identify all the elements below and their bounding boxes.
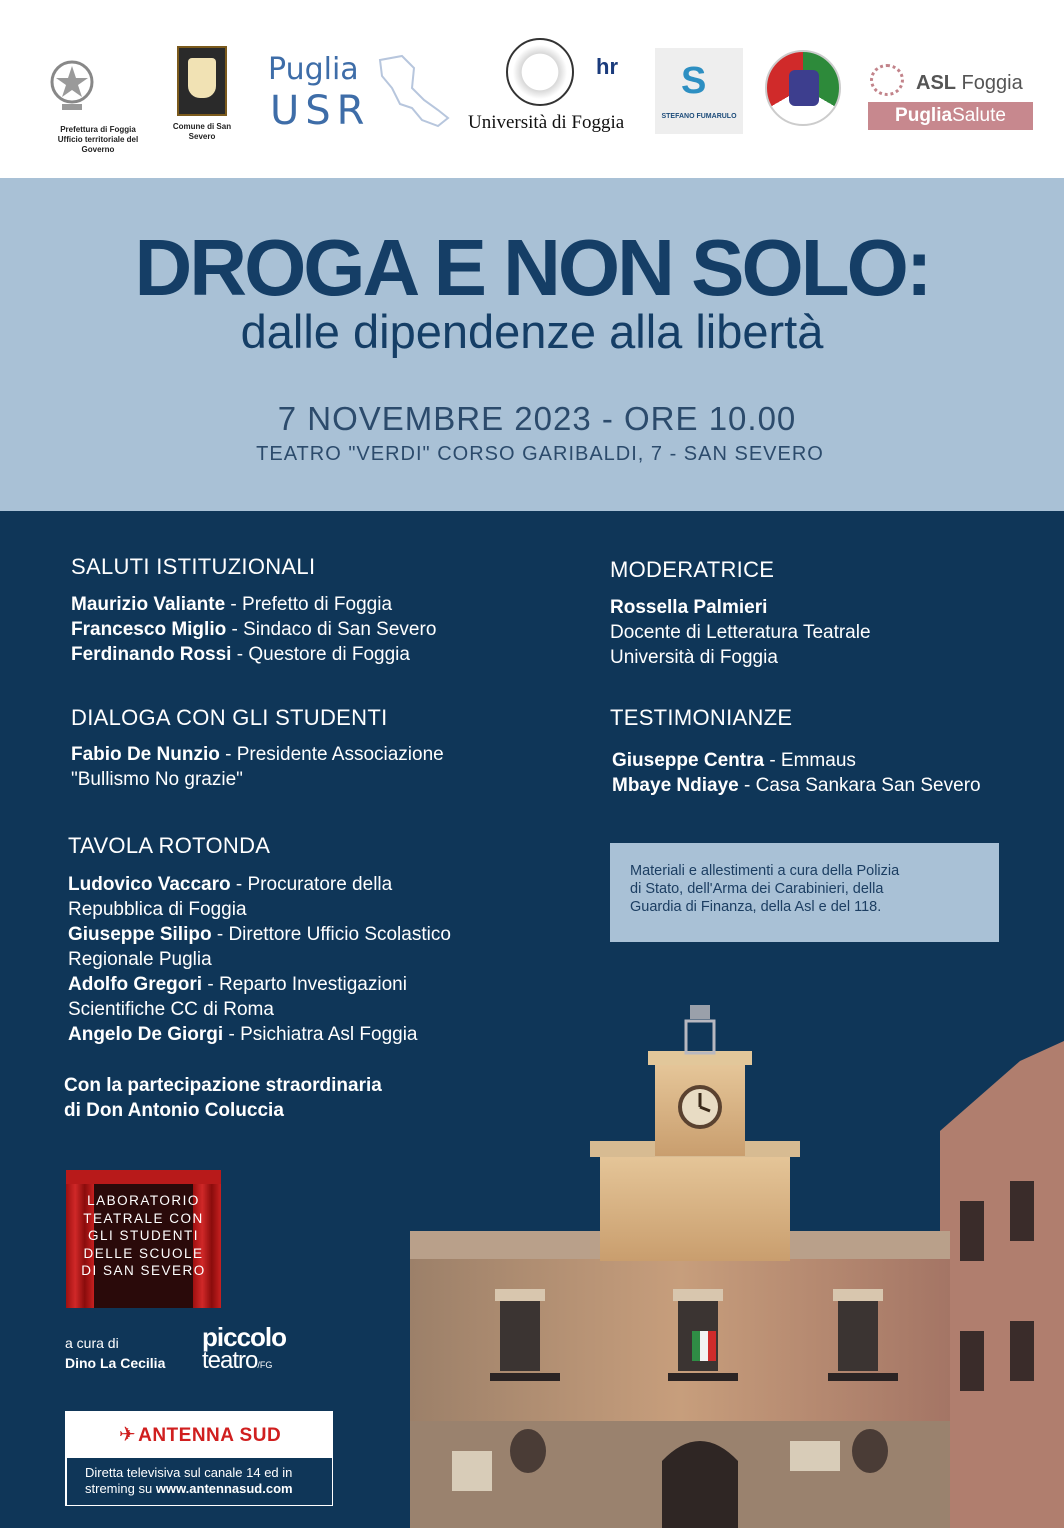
moderatrice-role: Docente di Letteratura Teatrale bbox=[610, 622, 871, 643]
antenna-sud-box bbox=[65, 1411, 333, 1506]
list-item: Adolfo Gregori - Reparto Investigazioni bbox=[68, 974, 407, 995]
main-title: DROGA E NON SOLO: bbox=[134, 223, 930, 312]
materiali-info-box: Materiali e allestimenti a cura della Polizia di Stato, dell'Arma dei Carabinieri, della Guardia di Finanza, della Asl e del 118. bbox=[610, 843, 999, 942]
curtain-valance-icon bbox=[66, 1170, 221, 1184]
fumarulo-mark-icon: S bbox=[681, 60, 707, 102]
antenna-url: www.antennasud.com bbox=[155, 1481, 293, 1496]
university-seal-icon bbox=[506, 38, 574, 106]
list-item-continuation: "Bullismo No grazie" bbox=[71, 769, 243, 790]
logo-bar bbox=[0, 0, 1064, 178]
list-item: Giuseppe Silipo - Direttore Ufficio Scolastico bbox=[68, 924, 451, 945]
list-item-continuation: Regionale Puglia bbox=[68, 949, 212, 970]
special-guest bbox=[64, 1073, 382, 1123]
prefettura-logo bbox=[48, 52, 148, 155]
tavola-title: TAVOLA ROTONDA bbox=[68, 833, 271, 858]
list-item: Ludovico Vaccaro - Procuratore della bbox=[68, 874, 393, 895]
testimonianze-list bbox=[612, 748, 981, 798]
antenna-sud-mark-icon: ✈ bbox=[118, 1424, 137, 1446]
title-band bbox=[0, 178, 1064, 511]
event-date-time: 7 NOVEMBRE 2023 - ORE 10.00 bbox=[277, 400, 797, 437]
comune-logo bbox=[160, 46, 244, 142]
list-item: Angelo De Giorgi - Psichiatra Asl Foggia bbox=[68, 1024, 418, 1045]
usr-puglia-logo bbox=[262, 48, 452, 138]
piccolo-line2: teatro/FG bbox=[202, 1347, 273, 1374]
laboratorio-text: LABORATORIO TEATRALE CON GLI STUDENTI DELLE SCUOLE DI SAN SEVERO bbox=[81, 1193, 206, 1278]
list-item: Ferdinando Rossi - Questore di Foggia bbox=[71, 644, 410, 665]
laboratorio-teatrale-box bbox=[66, 1170, 221, 1308]
a-cura-di bbox=[65, 1333, 165, 1373]
testimonianze-title: TESTIMONIANZE bbox=[610, 705, 793, 730]
subtitle: dalle dipendenze alla libertà bbox=[240, 305, 824, 358]
program-section bbox=[0, 511, 1064, 1528]
saluti-list bbox=[71, 592, 436, 667]
comune-caption: Comune di San Severo bbox=[172, 122, 232, 141]
saluti-title: SALUTI ISTITUZIONALI bbox=[71, 554, 316, 579]
fumarulo-caption: STEFANO FUMARULO bbox=[661, 113, 737, 120]
university-name: Università di Foggia bbox=[468, 112, 625, 133]
cura-label: a cura di bbox=[65, 1335, 119, 1351]
fumarulo-logo bbox=[655, 48, 743, 134]
cura-name: Dino La Cecilia bbox=[65, 1355, 166, 1371]
special-guest-line2: di Don Antonio Coluccia bbox=[64, 1100, 284, 1121]
town-hall-building-image bbox=[400, 1001, 1064, 1528]
puglia-salute-bar: PugliaSalute bbox=[868, 102, 1033, 130]
universita-foggia-logo bbox=[468, 38, 648, 138]
moderatrice-affiliation: Università di Foggia bbox=[610, 647, 778, 668]
bullismo-no-grazie-logo bbox=[765, 50, 841, 130]
list-item: Giuseppe Centra - Emmaus bbox=[612, 750, 856, 771]
moderatrice-title: MODERATRICE bbox=[610, 557, 775, 582]
special-guest-line1: Con la partecipazione straordinaria bbox=[64, 1075, 382, 1096]
dialoga-list bbox=[71, 742, 444, 792]
list-item-continuation: Scientifiche CC di Roma bbox=[68, 999, 274, 1020]
list-item: Fabio De Nunzio - Presidente Associazione bbox=[71, 744, 444, 765]
piccolo-teatro-logo bbox=[202, 1322, 312, 1377]
tavola-list bbox=[68, 872, 451, 1047]
usr-line2: USR bbox=[270, 88, 371, 134]
bullismo-badge-icon bbox=[765, 50, 841, 126]
comune-shield-icon bbox=[177, 46, 227, 116]
moderatrice-list bbox=[610, 595, 871, 670]
asl-name: ASL Foggia bbox=[916, 72, 1023, 94]
list-item: Francesco Miglio - Sindaco di San Severo bbox=[71, 619, 437, 640]
prefettura-caption: Prefettura di Foggia Ufficio territoriale del Governo bbox=[57, 125, 139, 154]
event-venue: TEATRO "VERDI" CORSO GARIBALDI, 7 - SAN SEVERO bbox=[256, 443, 824, 465]
list-item: Maurizio Valiante - Prefetto di Foggia bbox=[71, 594, 393, 615]
asl-foggia-logo bbox=[868, 62, 1033, 130]
list-item-continuation: Repubblica di Foggia bbox=[68, 899, 247, 920]
usr-line1: Puglia bbox=[268, 52, 359, 87]
list-item: Mbaye Ndiaye - Casa Sankara San Severo bbox=[612, 775, 981, 796]
antenna-caption: Diretta televisiva sul canale 14 ed in streming su www.antennasud.com bbox=[67, 1458, 332, 1505]
hr-logo: hr bbox=[596, 54, 618, 79]
italian-emblem-icon bbox=[48, 52, 96, 114]
piccolo-line1: piccolo bbox=[202, 1322, 287, 1352]
dialoga-title: DIALOGA CON GLI STUDENTI bbox=[71, 705, 388, 730]
tree-icon bbox=[870, 64, 904, 96]
antenna-sud-logo: ✈ ANTENNA SUD bbox=[118, 1424, 282, 1446]
moderatrice-name: Rossella Palmieri bbox=[610, 597, 768, 618]
